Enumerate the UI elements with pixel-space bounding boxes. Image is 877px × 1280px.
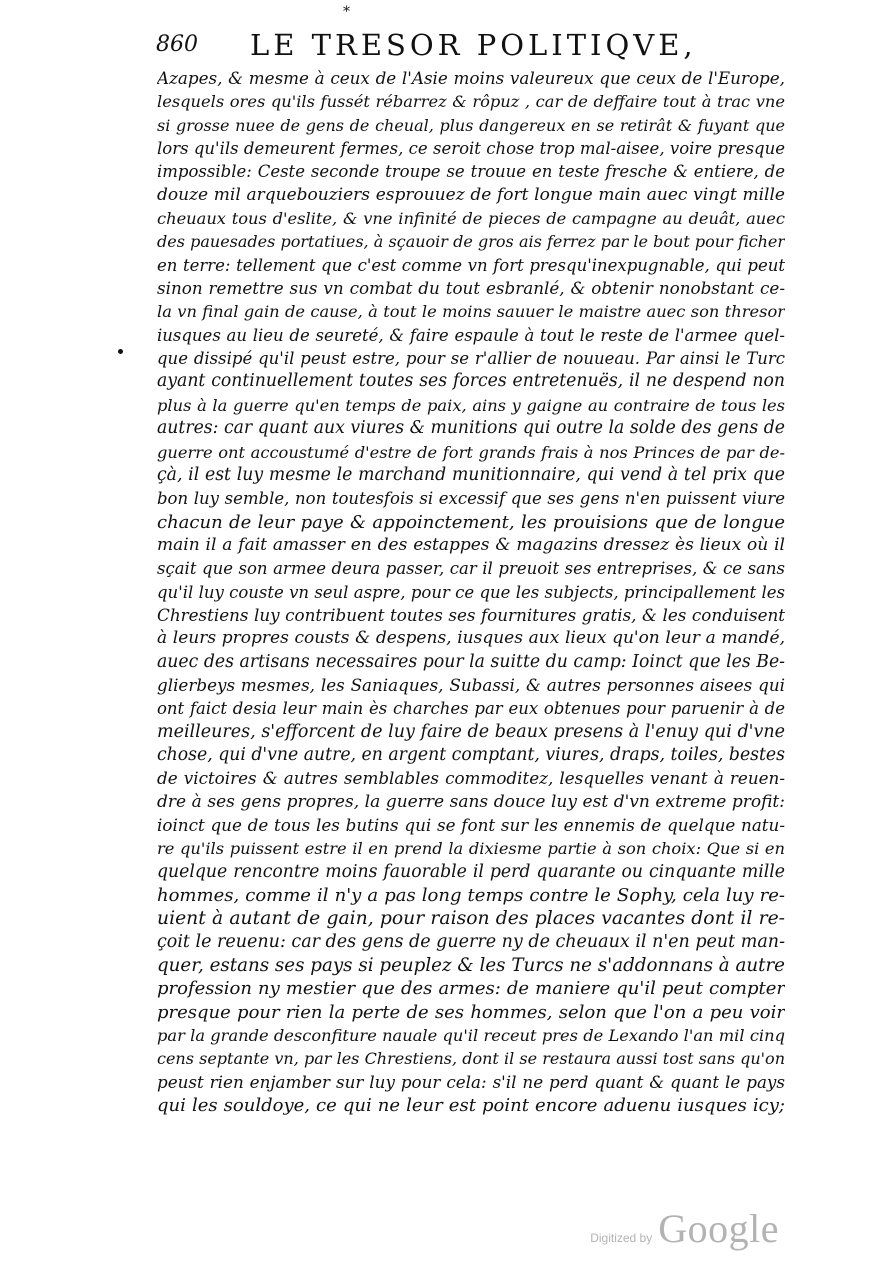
- text-line: ioinct que de tous les butins qui se font sur les ennemis de quelque natu-: [157, 815, 785, 835]
- text-line: auec des artisans necessaires pour la suitte du camp: Ioinct que les Be-: [157, 651, 785, 672]
- running-title: LE TRESOR POLITIQVE,: [250, 28, 697, 62]
- text-line: profession ny mestier que des armes: de maniere qu'il peut compter: [157, 978, 785, 1000]
- body-text: [157, 67, 785, 1117]
- text-line: dre à ses gens propres, la guerre sans douce luy est d'vn extreme profit:: [157, 791, 785, 812]
- page-header: [150, 26, 790, 62]
- text-line: sinon remettre sus vn combat du tout esbranlé, & obtenir nonobstant ce-: [157, 278, 785, 299]
- text-line: douze mil arquebouziers esprouuez de fort longue main auec vingt mille: [157, 184, 785, 205]
- text-line: çà, il est luy mesme le marchand munitionnaire, qui vend à tel prix que: [157, 464, 785, 485]
- text-line: ayant continuellement toutes ses forces entretenuës, il ne despend non: [157, 371, 785, 392]
- text-line: Chrestiens luy contribuent toutes ses fournitures gratis, & les conduisent: [157, 604, 785, 625]
- text-line: Azapes, & mesme à ceux de l'Asie moins valeureux que ceux de l'Europe,: [157, 68, 785, 88]
- text-line: uient à autant de gain, pour raison des places vacantes dont il re-: [157, 908, 785, 930]
- page-number: 860: [156, 32, 198, 57]
- margin-dot: [118, 349, 123, 354]
- text-line: sçait que son armee deura passer, car il preuoit ses entreprises, & ce sans: [157, 559, 785, 579]
- text-line: quelque rencontre moins fauorable il perd quarante ou cinquante mille: [157, 861, 785, 882]
- digitized-watermark: [590, 1205, 779, 1252]
- text-line: plus à la guerre qu'en temps de paix, ains y gaigne au contraire de tous les: [157, 395, 785, 415]
- text-line: iusques au lieu de seureté, & faire espaule à tout le reste de l'armee quel-: [157, 325, 785, 345]
- text-line: presque pour rien la perte de ses hommes, selon que l'on a peu voir: [157, 1001, 785, 1023]
- text-line: peust rien enjamber sur luy pour cela: s'il ne perd quant & quant le pays: [157, 1071, 785, 1092]
- text-line: chacun de leur paye & appoinctement, les prouisions que de longue: [157, 511, 785, 533]
- watermark-digitized-label: Digitized by: [590, 1231, 653, 1245]
- text-line: lesquels ores qu'ils fussét rébarrez & rôpuz , car de deffaire tout à trac vne: [157, 92, 785, 112]
- text-line: de victoires & autres semblables commoditez, lesquelles venant à reuen-: [157, 768, 785, 789]
- text-line: la vn final gain de cause, à tout le moins sauuer le maistre auec son thresor: [157, 302, 785, 322]
- text-line: re qu'ils puissent estre il en prend la dixiesme partie à son choix: Que si en: [157, 839, 785, 859]
- text-line: cheuaux tous d'eslite, & vne infinité de pieces de campagne au deuât, auec: [157, 209, 785, 229]
- text-line: à leurs propres cousts & despens, iusques aux lieux qu'on leur a mandé,: [157, 628, 785, 649]
- text-line: si grosse nuee de gens de cheual, plus dangereux en se retirât & fuyant que: [157, 115, 785, 135]
- top-mark: *: [343, 4, 350, 20]
- text-line: autres: car quant aux viures & munitions qui outre la solde des gens de: [157, 418, 785, 439]
- text-line: hommes, comme il n'y a pas long temps contre le Sophy, cela luy re-: [157, 885, 785, 907]
- text-line: çoit le reuenu: car des gens de guerre ny de cheuaux il n'en peut man-: [157, 931, 785, 952]
- text-line: des pauesades portatiues, à sçauoir de gros ais ferrez par le bout pour ficher: [157, 232, 785, 252]
- text-line: quer, estans ses pays si peuplez & les Turcs ne s'addonnans à autre: [157, 955, 785, 977]
- text-line: glierbeys mesmes, les Saniaques, Subassi, & autres personnes aisees qui: [157, 674, 785, 695]
- text-line: qui les souldoye, ce qui ne leur est point encore aduenu iusques icy;: [157, 1095, 785, 1117]
- text-line: que dissipé qu'il peust estre, pour se r'allier de nouueau. Par ainsi le Turc: [157, 349, 785, 369]
- text-line: ont faict desia leur main ès charches par eux obtenues pour paruenir à de: [157, 699, 785, 719]
- text-line: cens septante vn, par les Chrestiens, dont il se restaura aussi tost sans qu'on: [157, 1049, 785, 1069]
- text-line: bon luy semble, non toutesfois si excessif que ses gens n'en puissent viure: [157, 489, 785, 509]
- text-line: impossible: Ceste seconde troupe se trouue en teste fresche & entiere, de: [157, 162, 785, 182]
- text-line: main il a fait amasser en des estappes & magazins dressez ès lieux où il: [157, 534, 785, 555]
- text-line: en terre: tellement que c'est comme vn fort presqu'inexpugnable, qui peut: [157, 255, 785, 275]
- text-line: qu'il luy couste vn seul aspre, pour ce que les subjects, principallement les: [157, 582, 785, 602]
- watermark-brand-logo: Google: [658, 1206, 779, 1251]
- text-line: chose, qui d'vne autre, en argent comptant, viures, draps, toiles, bestes: [157, 744, 785, 765]
- text-line: lors qu'ils demeurent fermes, ce seroit chose trop mal-aisee, voire presque: [157, 139, 785, 159]
- text-line: par la grande desconfiture nauale qu'il receut pres de Lexando l'an mil cinq: [157, 1026, 785, 1046]
- text-line: guerre ont accoustumé d'estre de fort grands frais à nos Princes de par de-: [157, 442, 785, 462]
- text-line: meilleures, s'efforcent de luy faire de beaux presens à l'enuy qui d'vne: [157, 721, 785, 742]
